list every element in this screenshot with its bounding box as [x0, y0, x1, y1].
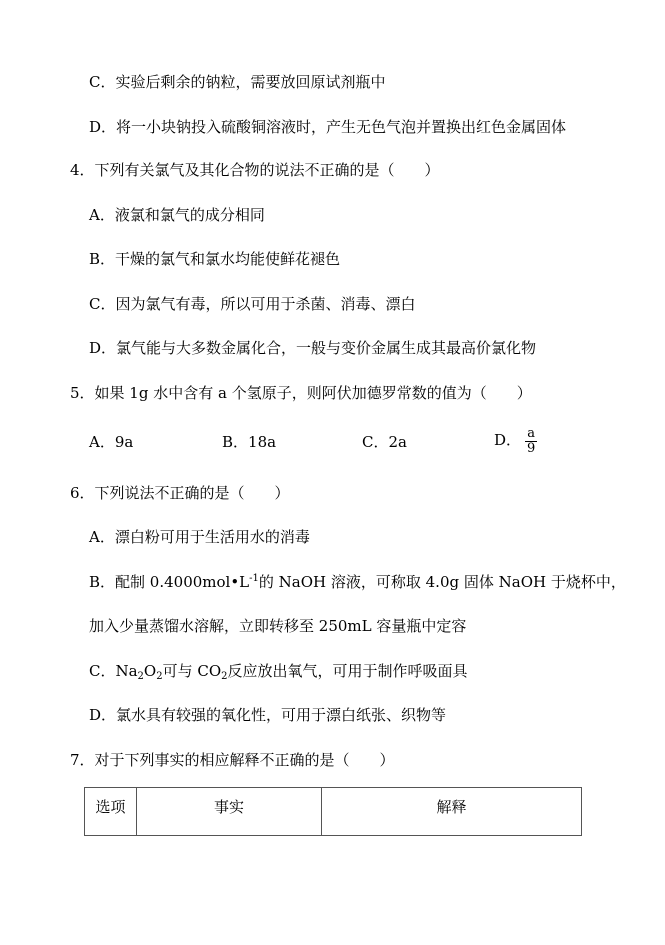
fraction-numerator: a [525, 427, 537, 442]
q6-c-text: 反应放出氧气，可用于制作呼吸面具 [227, 662, 468, 680]
q6-c-text: O [143, 662, 157, 680]
q4-option-d: D．氯气能与大多数金属化合，一般与变价金属生成其最高价氯化物 [89, 339, 537, 357]
q4-option-a: A．液氯和氯气的成分相同 [89, 206, 265, 224]
q6-c-text: 可与 CO [162, 662, 222, 680]
q6-b-superscript: -1 [249, 573, 259, 584]
q7-table [84, 787, 582, 836]
q6-option-c [89, 661, 468, 681]
q5-option-d-label: D． [494, 431, 522, 449]
table-header-explanation: 解释 [322, 788, 582, 836]
q4-stem: 4．下列有关氯气及其化合物的说法不正确的是（ ） [70, 161, 440, 179]
table-header-fact: 事实 [137, 788, 322, 836]
table-header-row [85, 788, 582, 836]
q5-option-d [494, 423, 537, 457]
subscript: 2 [221, 671, 228, 682]
q6-option-d: D．氯水具有较强的氧化性，可用于漂白纸张、织物等 [89, 706, 447, 724]
subscript: 2 [156, 671, 163, 682]
subscript: 2 [137, 671, 144, 682]
q6-option-a: A．漂白粉可用于生活用水的消毒 [89, 528, 310, 546]
q7-stem: 7．对于下列事实的相应解释不正确的是（ ） [70, 751, 395, 769]
q6-c-text: C．Na [89, 662, 138, 680]
q6-stem: 6．下列说法不正确的是（ ） [70, 484, 290, 502]
q6-b-text: B．配制 0.4000mol•L [89, 573, 250, 591]
q5-stem: 5．如果 1g 水中含有 a 个氢原子，则阿伏加德罗常数的值为（ ） [70, 384, 532, 402]
q5-option-c: C．2a [362, 433, 407, 451]
q5-option-b: B．18a [222, 433, 277, 451]
q6-b-text-cont: 的 NaOH 溶液，可称取 4.0g 固体 NaOH 于烧杯中， [258, 573, 626, 591]
fraction [525, 427, 537, 456]
q3-option-c: C．实验后剩余的钠粒，需要放回原试剂瓶中 [89, 73, 386, 91]
q5-option-a: A．9a [89, 433, 134, 451]
q4-option-c: C．因为氯气有毒，所以可用于杀菌、消毒、漂白 [89, 295, 416, 313]
table-header-option: 选项 [85, 788, 137, 836]
q4-option-b: B．干燥的氯气和氯水均能使鲜花褪色 [89, 250, 341, 268]
q6-option-b-line2: 加入少量蒸馏水溶解，立即转移至 250mL 容量瓶中定容 [89, 617, 467, 635]
q6-option-b [89, 572, 626, 592]
q3-option-d: D．将一小块钠投入硫酸铜溶液时，产生无色气泡并置换出红色金属固体 [89, 118, 567, 136]
fraction-denominator: 9 [527, 440, 536, 456]
